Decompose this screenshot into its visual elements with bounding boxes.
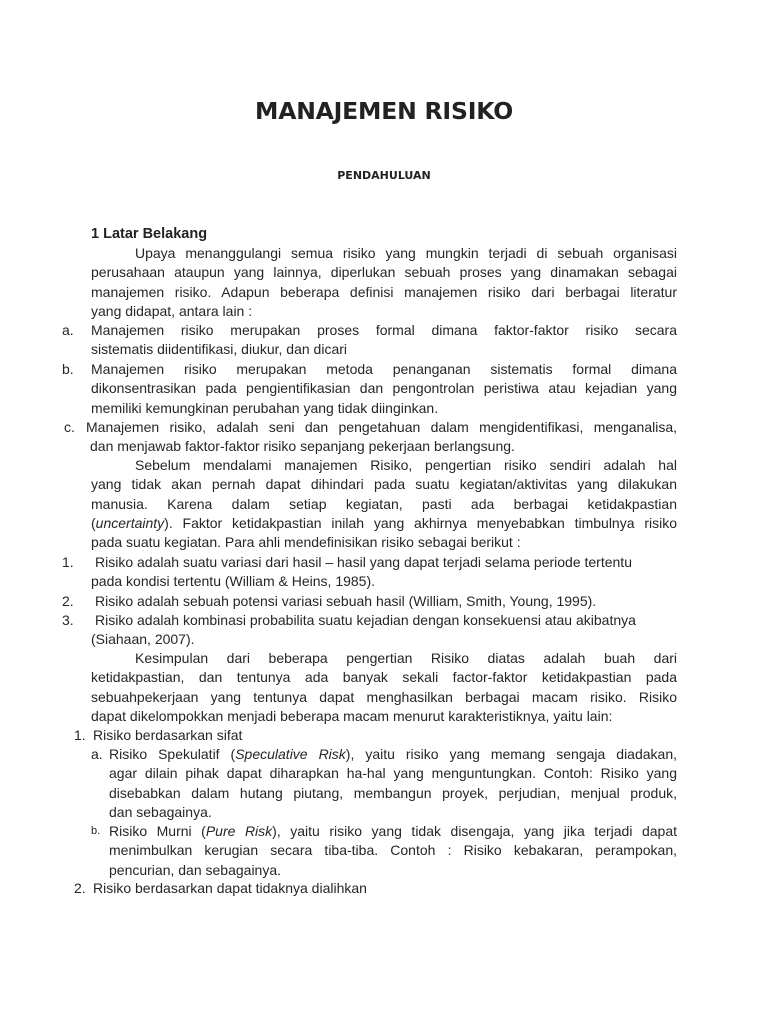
text-line: Risiko adalah sebuah potensi variasi sebuah hasil (William, Smith, Young, 1995).	[95, 593, 597, 609]
definition-item	[91, 321, 677, 360]
text-line: sistematis diidentifikasi, diukur, dan dicari	[91, 341, 348, 358]
list-marker: 1.	[74, 727, 86, 743]
text-line: yang tidak akan pernah dapat dihindari pada suatu kegiatan/aktivitas yang dilakukan	[91, 476, 677, 493]
text-line: Manajemen risiko merupakan proses formal dimana faktor-faktor risiko secara	[91, 322, 677, 338]
text-line: manusia. Karena dalam setiap kegiatan, pasti ada berbagai ketidakpastian	[91, 495, 677, 512]
paragraph-3	[91, 649, 677, 726]
risk-definition-item	[91, 611, 677, 650]
list-marker: b.	[91, 825, 101, 837]
italic-term: Pure Risk	[205, 823, 273, 839]
text-line: pada kondisi tertentu (William & Heins, 1985).	[91, 573, 376, 590]
sub-item	[109, 822, 677, 880]
text-line: (Siahaan, 2007).	[91, 631, 195, 648]
text-line: dapat dikelompokkan menjadi beberapa macam menurut karakteristiknya, yaitu lain:	[91, 707, 613, 724]
document-title: MANAJEMEN RISIKO	[255, 97, 513, 125]
text-line: perusahaan ataupun yang lainnya, diperlukan sebuah proses yang dinamakan sebagai	[91, 264, 677, 281]
text-line: manajemen risiko. Adapun beberapa definisi manajemen risiko dari berbagai literatur	[91, 283, 677, 300]
italic-term: Speculative Risk	[235, 746, 346, 762]
intro-paragraph	[91, 244, 677, 321]
list-marker: 2.	[62, 593, 74, 609]
risk-definition-item	[91, 553, 677, 592]
text-line: pada suatu kegiatan. Para ahli mendefinisikan risiko sebagai berikut :	[91, 534, 521, 551]
text-line: Upaya menanggulangi semua risiko yang mungkin terjadi di sebuah organisasi	[135, 245, 677, 261]
definition-item	[91, 360, 677, 418]
text-fragment: ), yaitu risiko yang tidak disengaja, yang jika terjadi dapat	[272, 823, 677, 839]
text-line: Risiko adalah kombinasi probabilita suatu kejadian dengan konsekuensi atau akibatnya	[95, 612, 636, 628]
list-marker: 3.	[62, 612, 74, 628]
text-line-mixed: (uncertainty). Faktor ketidakpastian inilah yang akhirnya menyebabkan timbulnya risiko	[91, 514, 677, 531]
text-line: dikonsentrasikan pada pengientifikasian dan pengontrolan peristiwa atau kejadian yang	[91, 380, 677, 397]
text-line: Kesimpulan dari beberapa pengertian Risiko diatas adalah buah dari	[135, 650, 677, 666]
section-heading: 1 Latar Belakang	[91, 226, 208, 242]
text-line: Sebelum mendalami manajemen Risiko, pengertian risiko sendiri adalah hal	[135, 457, 677, 473]
text-line: yang didapat, antara lain :	[91, 302, 253, 319]
text-line: dan sebagainya.	[109, 803, 212, 820]
category-label: Risiko berdasarkan sifat	[93, 727, 243, 743]
text-line: ketidakpastian, dan tentunya ada banyak sekali factor-faktor ketidakpastian pada	[91, 669, 677, 686]
definition-item	[86, 418, 677, 457]
list-marker: 1.	[62, 554, 74, 570]
text-fragment: Risiko Spekulatif (	[109, 746, 236, 762]
text-fragment: ), yaitu risiko yang memang sengaja diadakan,	[345, 746, 677, 762]
list-marker: a.	[62, 322, 74, 338]
text-line: Risiko adalah suatu variasi dari hasil – hasil yang dapat terjadi selama periode tertentu	[95, 554, 632, 570]
paragraph-2	[91, 456, 677, 552]
text-line: menimbulkan kerugian secara tiba-tiba. Contoh : Risiko kebakaran, perampokan,	[109, 842, 677, 859]
text-line: sebuahpekerjaan yang tentunya dapat menghasilkan berbagai macam risiko. Risiko	[91, 688, 677, 705]
text-line: Manajemen risiko, adalah seni dan pengetahuan dalam mengidentifikasi, menganalisa,	[86, 419, 677, 435]
text-line: dan menjawab faktor-faktor risiko sepanjang pekerjaan berlangsung.	[90, 438, 515, 455]
italic-term: uncertainty	[95, 514, 165, 531]
list-marker: a.	[91, 746, 103, 762]
list-marker: b.	[62, 361, 74, 377]
list-marker: c.	[64, 419, 75, 435]
text-line: disebabkan dalam hutang piutang, membangun proyek, perjudian, menjual produk,	[109, 784, 677, 801]
sub-item	[109, 745, 677, 822]
text-fragment: Risiko Murni (	[109, 823, 206, 839]
risk-definition-item	[91, 592, 677, 611]
text-line: memiliki kemungkinan perubahan yang tidak diinginkan.	[91, 399, 439, 416]
document-subtitle: PENDAHULUAN	[337, 169, 431, 182]
text-line: agar dilain pihak dapat diharapkan ha-hal yang menguntungkan. Contoh: Risiko yang	[109, 765, 677, 782]
list-marker: 2.	[74, 880, 86, 896]
text-line-mixed	[109, 745, 677, 764]
category-label: Risiko berdasarkan dapat tidaknya dialihkan	[93, 880, 367, 896]
text-fragment: ). Faktor ketidakpastian inilah yang akhirnya menyebabkan timbulnya risiko	[164, 514, 677, 531]
text-line-mixed	[109, 822, 677, 841]
text-line: pencurian, dan sebagainya.	[109, 861, 282, 878]
text-line: Manajemen risiko merupakan metoda penanganan sistematis formal dimana	[91, 361, 677, 377]
